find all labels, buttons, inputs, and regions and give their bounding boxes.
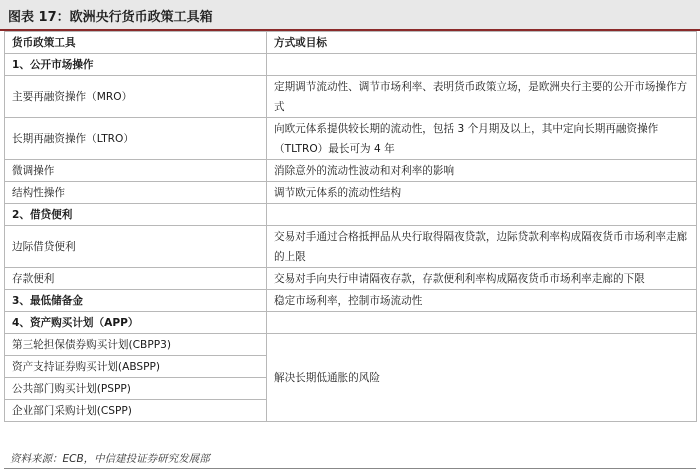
section-heading: 1、公开市场操作 <box>5 54 267 76</box>
table-row <box>5 226 697 268</box>
section-row <box>5 204 697 226</box>
header-tool: 货币政策工具 <box>5 32 267 54</box>
goal-cell: 向欧元体系提供较长期的流动性，包括 3 个月期及以上，其中定向长期再融资操作（TLTRO）最长可为 4 年 <box>267 118 697 160</box>
goal-cell: 调节欧元体系的流动性结构 <box>267 182 697 204</box>
empty-cell <box>267 312 697 334</box>
shared-goal-cell: 解决长期低通胀的风险 <box>267 334 697 422</box>
goal-cell: 消除意外的流动性波动和对利率的影响 <box>267 160 697 182</box>
tool-cell: 边际借贷便利 <box>5 226 267 268</box>
tool-cell: 主要再融资操作（MRO） <box>5 76 267 118</box>
goal-cell: 交易对手通过合格抵押品从央行取得隔夜贷款，边际贷款利率构成隔夜货币市场利率走廊的上限 <box>267 226 697 268</box>
section-row <box>5 312 697 334</box>
tool-cell: 微调操作 <box>5 160 267 182</box>
empty-cell <box>267 204 697 226</box>
table-row <box>5 118 697 160</box>
table-row <box>5 160 697 182</box>
section-row <box>5 54 697 76</box>
table-row <box>5 268 697 290</box>
tool-cell: 结构性操作 <box>5 182 267 204</box>
section-heading: 2、借贷便利 <box>5 204 267 226</box>
header-goal: 方式或目标 <box>267 32 697 54</box>
tool-cell: 存款便利 <box>5 268 267 290</box>
section-row <box>5 290 697 312</box>
divider <box>4 468 696 469</box>
table-row <box>5 76 697 118</box>
goal-cell: 交易对手向央行申请隔夜存款，存款便利利率构成隔夜货币市场利率走廊的下限 <box>267 268 697 290</box>
section-heading: 3、最低储备金 <box>5 290 267 312</box>
table-row <box>5 182 697 204</box>
empty-cell <box>267 54 697 76</box>
policy-tools-table <box>4 31 697 422</box>
tool-cell: 资产支持证券购买计划(ABSPP) <box>5 356 267 378</box>
tool-cell: 公共部门购买计划(PSPP) <box>5 378 267 400</box>
goal-cell: 定期调节流动性、调节市场利率、表明货币政策立场，是欧洲央行主要的公开市场操作方式 <box>267 76 697 118</box>
source-note: 资料来源：ECB，中信建投证券研究发展部 <box>10 453 210 465</box>
figure-title: 图表 17：欧洲央行货币政策工具箱 <box>8 10 213 25</box>
table-header-row <box>5 32 697 54</box>
section-heading: 4、资产购买计划（APP） <box>5 312 267 334</box>
tool-cell: 第三轮担保债券购买计划(CBPP3) <box>5 334 267 356</box>
tool-cell: 企业部门采购计划(CSPP) <box>5 400 267 422</box>
title-bar <box>0 0 700 31</box>
tool-cell: 长期再融资操作（LTRO） <box>5 118 267 160</box>
table-row <box>5 334 697 356</box>
goal-cell: 稳定市场利率，控制市场流动性 <box>267 290 697 312</box>
